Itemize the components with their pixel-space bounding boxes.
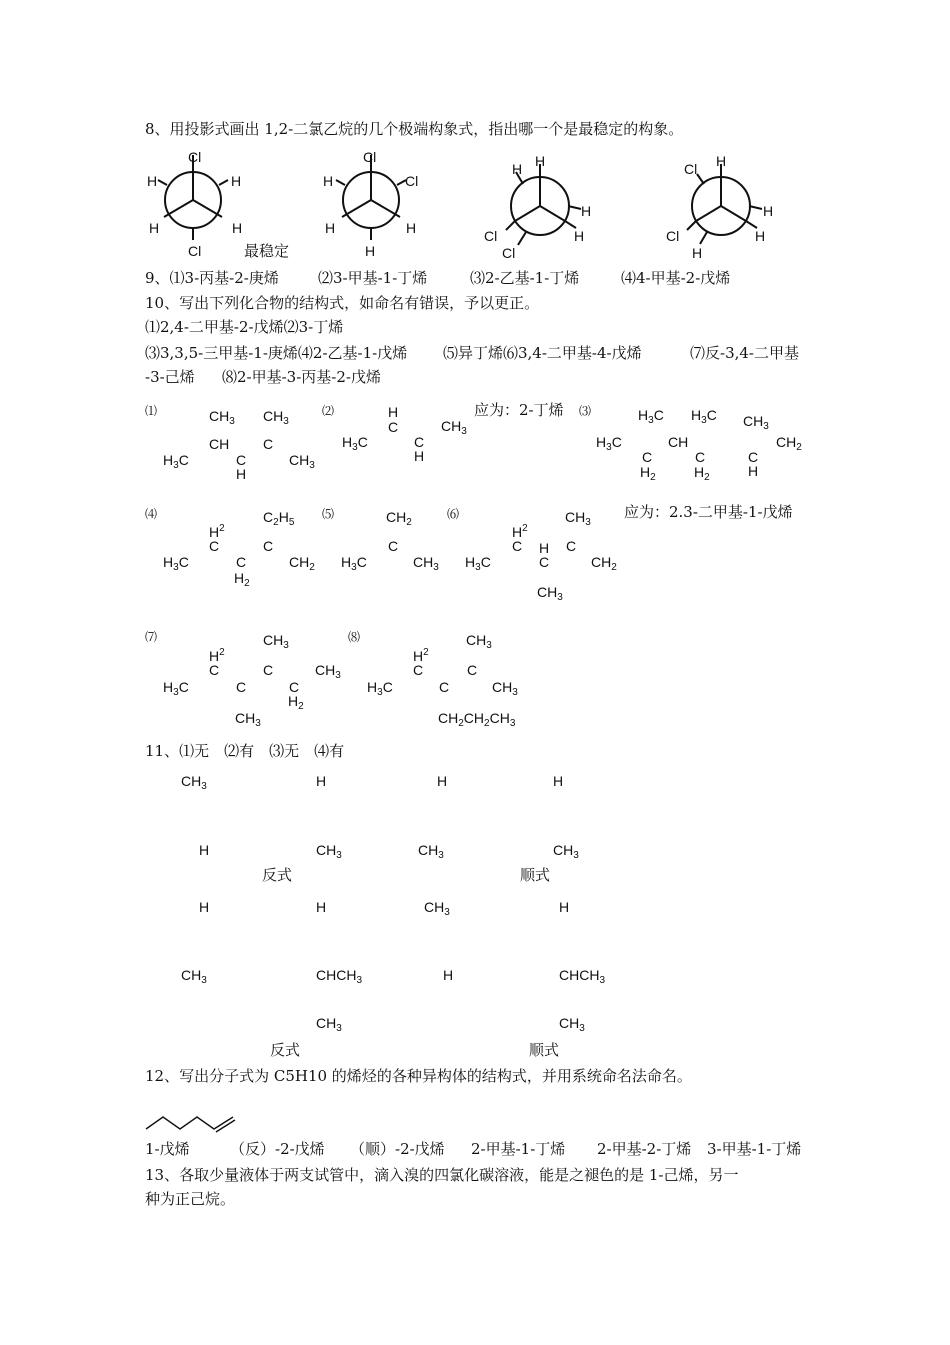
s4-h2-top: $H^2$: [209, 523, 225, 540]
s6-c-b: C: [566, 538, 577, 554]
q12-name-6: 3-甲基-1-丁烯: [707, 1140, 802, 1158]
newman-1-atom-h-right: H: [231, 173, 242, 189]
q10-line-1: ⑴2,4-二甲基-2-戊烯⑵3-丁烯: [145, 318, 344, 336]
s6-c-c: C: [539, 554, 550, 570]
s1-c-b: C: [236, 452, 247, 468]
correction-2: 应为：2-丁烯: [474, 401, 564, 419]
s4-c2h5: $C_2H_5$: [263, 509, 295, 528]
q9-item-4: ⑷4-甲基-2-戊烯: [621, 269, 731, 287]
s2-h-bottom: H: [414, 448, 425, 464]
structure-label-2: ⑵: [322, 404, 335, 418]
structure-label-7: ⑺: [145, 630, 158, 644]
newman-2-atom-h-left: H: [323, 173, 334, 189]
q11-d-h-bl: H: [443, 967, 454, 983]
q11-cis-label-1: 顺式: [520, 866, 551, 884]
s8-propyl: $CH_2CH_2CH_3$: [438, 710, 516, 729]
s3-h2-b: $H_2$: [694, 464, 710, 483]
q12-name-4: 2-甲基-1-丁烯: [471, 1140, 566, 1158]
s3-c-c: C: [748, 449, 759, 465]
q11-b-ch3-br: $CH_3$: [553, 842, 579, 861]
s3-ch: CH: [668, 434, 689, 450]
q8-question: 8、用投影式画出 1,2-二氯乙烷的几个极端构象式，指出哪一个是最稳定的构象。: [145, 120, 684, 138]
q11-b-ch3-bl: $CH_3$: [418, 842, 444, 861]
structure-label-6: ⑹: [447, 507, 460, 521]
s8-h3c: $H_3C$: [367, 679, 393, 698]
s8-c-c: C: [439, 679, 450, 695]
s3-ch2-end: $CH_2$: [776, 434, 802, 453]
q11-c-chch3-br: $CHCH_3$: [316, 967, 363, 986]
structure-label-1: ⑴: [145, 404, 158, 418]
s8-ch3-top: $CH_3$: [466, 632, 492, 651]
newman-1-atom-h-lower-left: H: [149, 220, 160, 236]
q10-question: 10、写出下列化合物的结构式，如命名有错误，予以更正。: [145, 294, 540, 312]
s7-ch3-top: $CH_3$: [263, 632, 289, 651]
newman-4-atom-h-right: H: [763, 203, 774, 219]
q9-item-1: 9、⑴3-丙基-2-庚烯: [145, 269, 279, 287]
s3-h3c-a: $H_3C$: [638, 407, 664, 426]
s6-ch3-top: $CH_3$: [565, 509, 591, 528]
s8-ch3-right: $CH_3$: [492, 679, 518, 698]
s4-h3c: $H_3C$: [163, 554, 189, 573]
s5-h3c: $H_3C$: [341, 554, 367, 573]
s3-c-a: C: [642, 449, 653, 465]
newman-1-atom-h-left: H: [147, 173, 158, 189]
q12-name-1: 1-戊烯: [145, 1140, 190, 1158]
newman-2-atom-cl-top: Cl: [363, 149, 377, 165]
s4-c-a: C: [209, 538, 220, 554]
s1-ch: CH: [209, 436, 230, 452]
s1-c-a: C: [263, 436, 274, 452]
structure-label-4: ⑷: [145, 507, 158, 521]
q12-question: 12、写出分子式为 C5H10 的烯烃的各种异构体的结构式，并用系统命名法命名。: [145, 1067, 692, 1085]
q11-a-h-bl: H: [199, 842, 210, 858]
s7-c-a: C: [209, 662, 220, 678]
q11-c-h-tl: H: [199, 899, 210, 915]
s3-h3c-c: $H_3C$: [596, 434, 622, 453]
q11-cis-label-2: 顺式: [529, 1041, 560, 1059]
newman-3-atom-cl-bottom: Cl: [502, 245, 516, 261]
q11-d-ch3-tl: $CH_3$: [424, 899, 450, 918]
q11-c-h-tr: H: [316, 899, 327, 915]
s7-ch3-bottom: $CH_3$: [235, 710, 261, 729]
s2-c-bottom: C: [414, 434, 425, 450]
q12-name-5: 2-甲基-2-丁烯: [597, 1140, 692, 1158]
s3-c-b: C: [695, 449, 706, 465]
newman-1-atom-cl-top: Cl: [188, 149, 202, 165]
s7-h2-bottom: $H_2$: [288, 693, 304, 712]
s4-ch2: $CH_2$: [289, 554, 315, 573]
s6-h: H: [539, 540, 550, 556]
s8-c-b: C: [467, 662, 478, 678]
s6-h2: $H^2$: [512, 523, 528, 540]
s6-h3c: $H_3C$: [465, 554, 491, 573]
q11-trans-label-1: 反式: [262, 866, 293, 884]
s7-c-d: C: [289, 679, 300, 695]
q11-c-ch3-bl: $CH_3$: [181, 967, 207, 986]
s7-h3c: $H_3C$: [163, 679, 189, 698]
newman-3-atom-cl-left: Cl: [484, 228, 498, 244]
q13-line-2: 种为正己烷。: [145, 1190, 236, 1208]
structure-label-5: ⑸: [322, 507, 335, 521]
q11-a-h-tr: H: [316, 773, 327, 789]
s4-c-b: C: [263, 538, 274, 554]
q9-item-3: ⑶2-乙基-1-丁烯: [470, 269, 580, 287]
q10-line-2a: ⑶3,3,5-三甲基-1-庚烯⑷2-乙基-1-戊烯: [145, 344, 408, 362]
q11-trans-label-2: 反式: [270, 1041, 301, 1059]
s1-h3c: $H_3C$: [163, 452, 189, 471]
q11-d-chch3-br: $CHCH_3$: [559, 967, 606, 986]
correction-6: 应为：2.3-二甲基-1-戊烯: [624, 503, 793, 521]
q11-answer: 11、⑴无 ⑵有 ⑶无 ⑷有: [145, 742, 345, 760]
s2-h-top: H: [388, 404, 399, 420]
s1-h: H: [236, 466, 247, 482]
q10-line-3a: -3-己烯: [145, 368, 195, 386]
q12-name-3: （顺）-2-戊烯: [350, 1140, 445, 1158]
q11-d-h-tr: H: [559, 899, 570, 915]
newman-1-atom-cl-bottom: Cl: [188, 243, 202, 259]
newman-2-atom-h-lower-left: H: [325, 220, 336, 236]
q10-line-2c: ⑺反-3,4-二甲基: [690, 344, 799, 362]
s5-ch2: $CH_2$: [386, 509, 412, 528]
newman-2-atom-h-lower-right: H: [406, 220, 417, 236]
s8-c-a: C: [413, 662, 424, 678]
newman-3-atom-h-top: H: [535, 153, 546, 169]
q10-line-3b: ⑻2-甲基-3-丙基-2-戊烯: [222, 368, 381, 386]
q12-name-2: （反）-2-戊烯: [230, 1140, 325, 1158]
s2-h3c: $H_3C$: [342, 434, 368, 453]
s7-h2-top: $H^2$: [209, 647, 225, 664]
s7-c-b: C: [263, 662, 274, 678]
s3-h3c-b: $H_3C$: [691, 407, 717, 426]
s1-ch3-c: $CH_3$: [289, 452, 315, 471]
s6-ch2: $CH_2$: [591, 554, 617, 573]
s7-ch3-right: $CH_3$: [315, 662, 341, 681]
s1-ch3-b: $CH_3$: [263, 408, 289, 427]
s8-h2: $H^2$: [413, 647, 429, 664]
q13-line-1: 13、各取少量液体于两支试管中，滴入溴的四氯化碳溶液，能是之褪色的是 1-己烯，另一: [145, 1166, 739, 1184]
newman-4-atom-h-top: H: [716, 153, 727, 169]
most-stable-label: 最稳定: [244, 242, 290, 260]
newman-3-atom-h-lower-right: H: [574, 228, 585, 244]
skeletal-formula-1-pentene: [144, 1108, 244, 1138]
newman-3-atom-h-top-left: H: [512, 161, 523, 177]
s1-ch3-a: $CH_3$: [209, 408, 235, 427]
q11-d-ch3-tail: $CH_3$: [559, 1015, 585, 1034]
s2-c-top: C: [388, 419, 399, 435]
q10-line-2b: ⑸异丁烯⑹3,4-二甲基-4-戊烯: [443, 344, 642, 362]
q11-b-h-tl: H: [437, 773, 448, 789]
s5-c: C: [388, 538, 399, 554]
s3-ch3: $CH_3$: [743, 413, 769, 432]
newman-4-atom-h-bottom: H: [692, 245, 703, 261]
s6-c-a: C: [512, 538, 523, 554]
structure-label-3: ⑶: [579, 404, 592, 418]
s4-c-c: C: [236, 554, 247, 570]
s5-ch3: $CH_3$: [413, 554, 439, 573]
s7-c-c: C: [236, 679, 247, 695]
s6-ch3-bottom: $CH_3$: [537, 584, 563, 603]
newman-4-atom-cl-left: Cl: [666, 228, 680, 244]
newman-2-atom-cl-right: Cl: [405, 173, 419, 189]
s3-h: H: [748, 463, 759, 479]
s2-ch3: $CH_3$: [441, 418, 467, 437]
newman-4-atom-h-lower-right: H: [755, 228, 766, 244]
structure-label-8: ⑻: [348, 630, 361, 644]
newman-2-atom-h-bottom: H: [365, 243, 376, 259]
q11-a-ch3-br: $CH_3$: [316, 842, 342, 861]
q11-c-ch3-tail: $CH_3$: [316, 1015, 342, 1034]
newman-1-atom-h-lower-right: H: [232, 220, 243, 236]
newman-3-atom-h-right: H: [581, 203, 592, 219]
s3-h2-a: $H_2$: [640, 464, 656, 483]
q11-b-h-tr: H: [553, 773, 564, 789]
newman-4-atom-cl-top-left: Cl: [684, 161, 698, 177]
s4-h2-bottom: $H_2$: [234, 570, 250, 589]
q11-a-ch3-tl: $CH_3$: [181, 773, 207, 792]
q9-item-2: ⑵3-甲基-1-丁烯: [318, 269, 428, 287]
